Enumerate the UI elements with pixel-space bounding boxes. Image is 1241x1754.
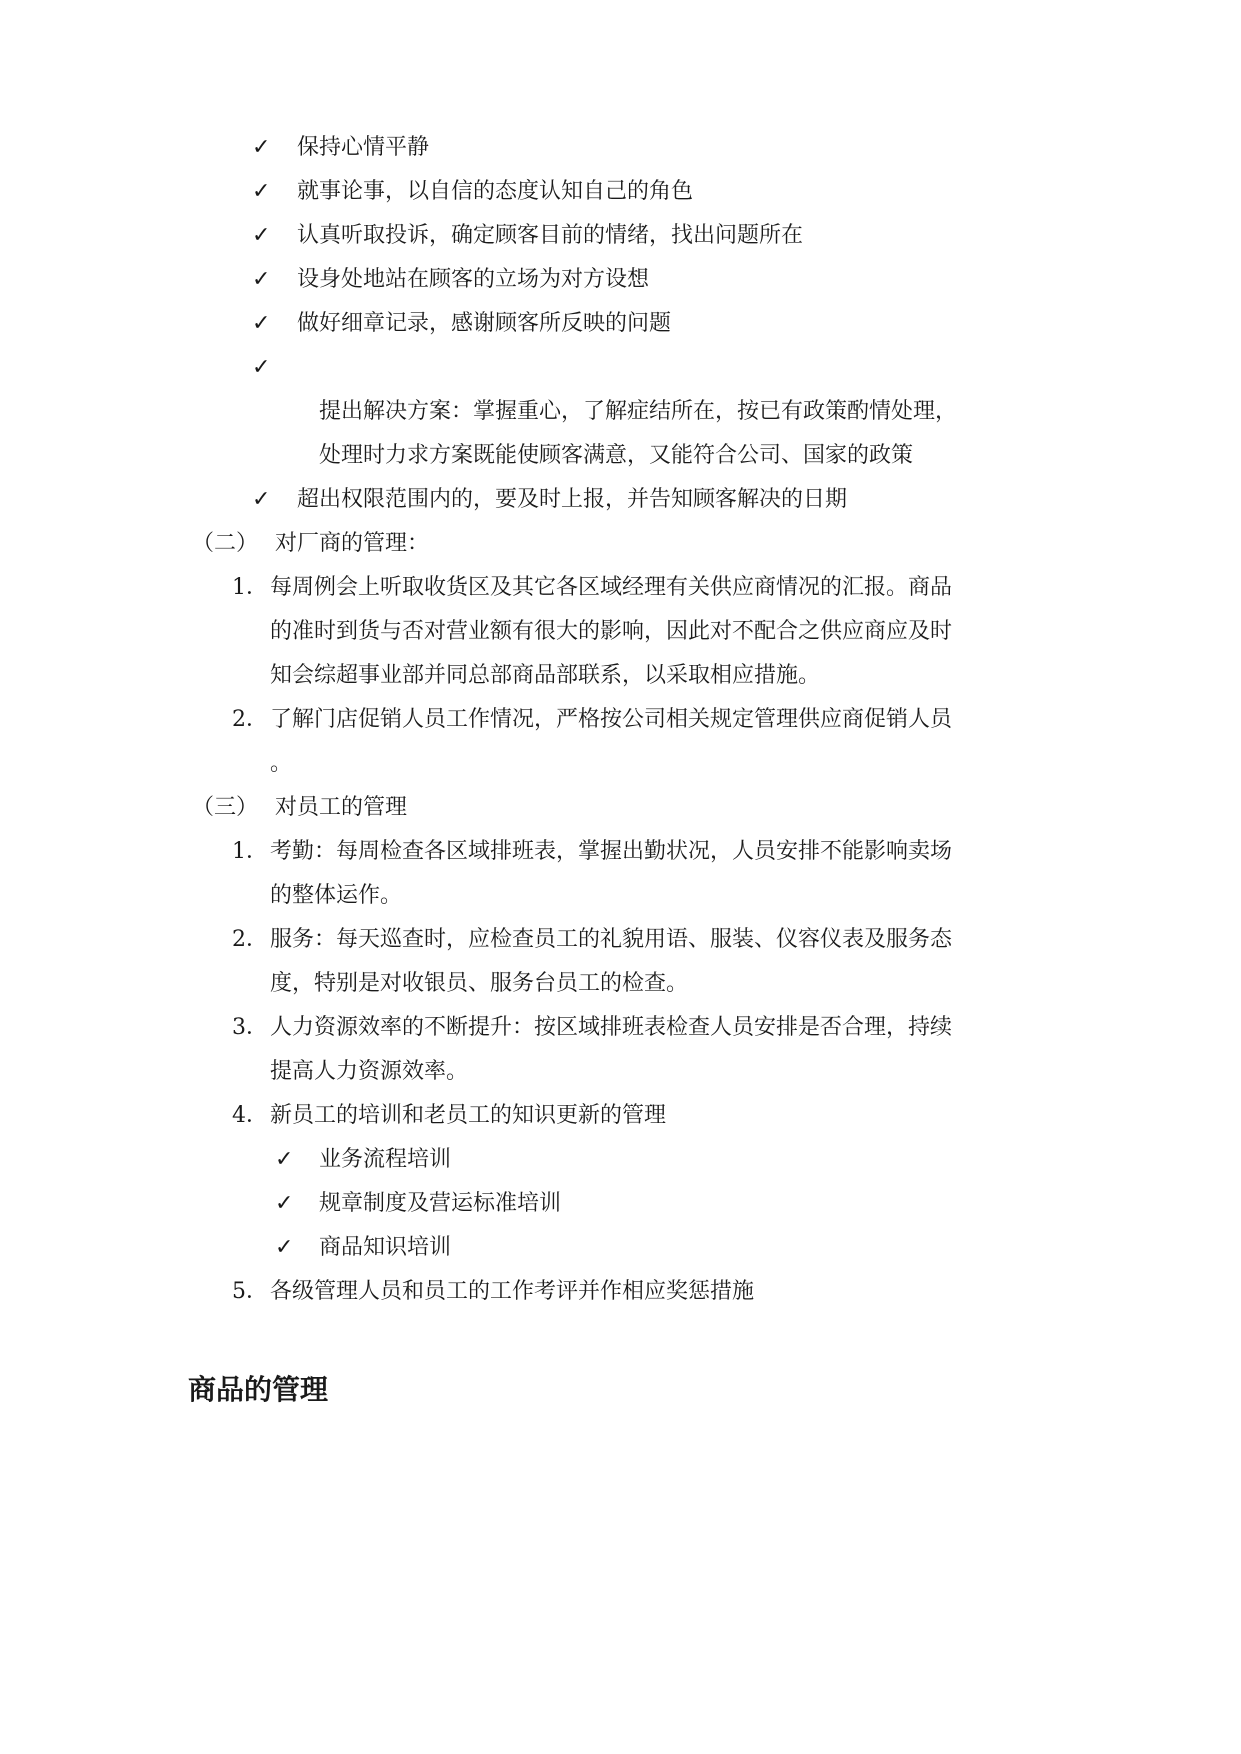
- list-item: 认真听取投诉，确定顾客目前的情绪，找出问题所在: [297, 223, 804, 248]
- sub-list-item: 商品知识培训: [319, 1235, 452, 1260]
- check-icon: ✓: [252, 487, 271, 512]
- check-icon: ✓: [252, 355, 271, 380]
- paragraph-line: 度，特别是对收银员、服务台员工的检查。: [270, 971, 689, 996]
- section-marker: （二）: [192, 531, 259, 556]
- check-icon: ✓: [252, 311, 271, 336]
- list-item: 做好细章记录，感谢顾客所反映的问题: [297, 311, 672, 336]
- paragraph-line: 每周例会上听取收货区及其它各区域经理有关供应商情况的汇报。商品: [270, 575, 953, 600]
- paragraph-line: 提高人力资源效率。: [270, 1059, 469, 1084]
- list-item: 设身处地站在顾客的立场为对方设想: [297, 267, 650, 292]
- solution-line: 处理时力求方案既能使顾客满意，又能符合公司、国家的政策: [319, 443, 914, 468]
- item-number: 2．: [232, 707, 268, 732]
- check-icon: ✓: [275, 1191, 294, 1216]
- list-item: 保持心情平静: [297, 135, 430, 160]
- paragraph-line: 人力资源效率的不断提升：按区域排班表检查人员安排是否合理，持续: [270, 1015, 953, 1040]
- item-number: 1．: [232, 839, 268, 864]
- paragraph-line: 新员工的培训和老员工的知识更新的管理: [270, 1103, 667, 1128]
- section-marker: （三）: [192, 795, 259, 820]
- sub-list-item: 业务流程培训: [319, 1147, 452, 1172]
- item-number: 4．: [232, 1103, 268, 1128]
- section-title: 对厂商的管理：: [275, 531, 430, 556]
- paragraph-line: 的整体运作。: [270, 883, 403, 908]
- item-number: 1．: [232, 575, 268, 600]
- paragraph-line: 。: [270, 751, 293, 776]
- check-icon: ✓: [252, 223, 271, 248]
- item-number: 3．: [232, 1015, 268, 1040]
- paragraph-line: 考勤：每周检查各区域排班表，掌握出勤状况，人员安排不能影响卖场: [270, 839, 953, 864]
- check-icon: ✓: [275, 1147, 294, 1172]
- paragraph-line: 的准时到货与否对营业额有很大的影响，因此对不配合之供应商应及时: [270, 619, 953, 644]
- check-icon: ✓: [252, 267, 271, 292]
- section-heading: 商品的管理: [188, 1373, 329, 1406]
- paragraph-line: 各级管理人员和员工的工作考评并作相应奖惩措施: [270, 1279, 755, 1304]
- item-number: 5．: [232, 1279, 268, 1304]
- sub-list-item: 规章制度及营运标准培训: [319, 1191, 562, 1216]
- check-icon: ✓: [252, 135, 271, 160]
- item-number: 2．: [232, 927, 268, 952]
- list-item: 超出权限范围内的，要及时上报，并告知顾客解决的日期: [297, 487, 848, 512]
- paragraph-line: 知会综超事业部并同总部商品部联系，以采取相应措施。: [270, 663, 821, 688]
- check-icon: ✓: [252, 179, 271, 204]
- list-item: 就事论事，以自信的态度认知自己的角色: [297, 179, 694, 204]
- paragraph-line: 服务：每天巡查时，应检查员工的礼貌用语、服装、仪容仪表及服务态: [270, 927, 953, 952]
- check-icon: ✓: [275, 1235, 294, 1260]
- section-title: 对员工的管理: [275, 795, 408, 820]
- paragraph-line: 了解门店促销人员工作情况，严格按公司相关规定管理供应商促销人员: [270, 707, 953, 732]
- solution-line: 提出解决方案：掌握重心，了解症结所在，按已有政策酌情处理，: [319, 399, 958, 424]
